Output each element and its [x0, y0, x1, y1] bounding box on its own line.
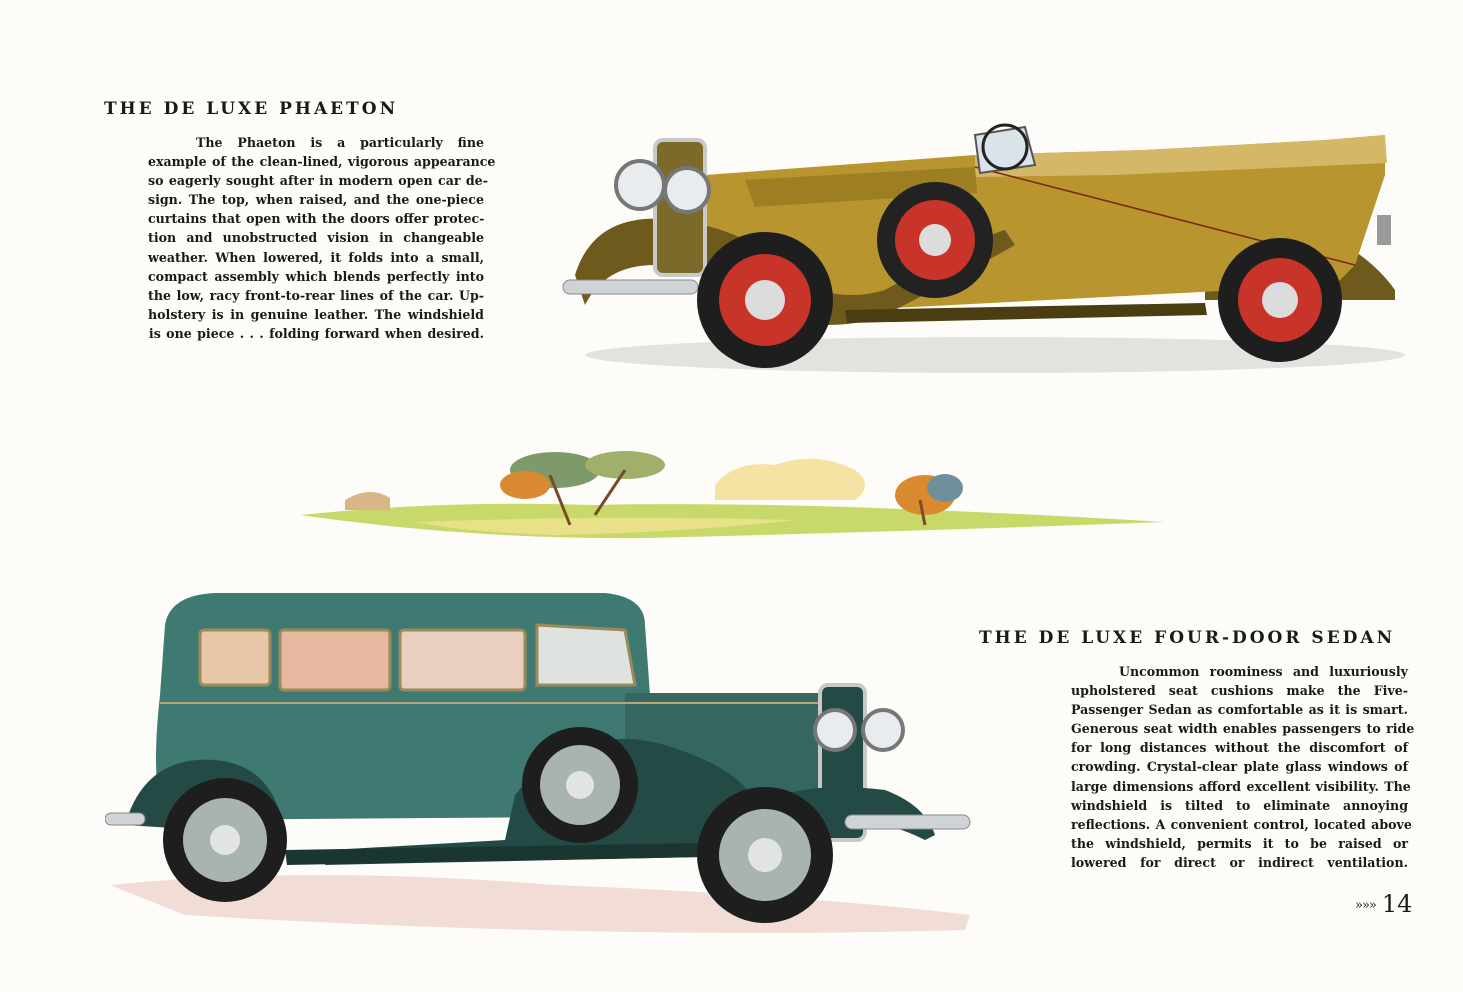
- sedan-windshield: [537, 625, 635, 685]
- phaeton-line: is one piece . . . folding forward when desired.: [148, 325, 484, 341]
- sedan-hubcap: [748, 838, 782, 872]
- sedan-window: [200, 630, 270, 685]
- sedan-line: Passenger Sedan as comfortable as it is smart.: [1071, 702, 1408, 718]
- sedan-line: Generous seat width enables passengers to ride: [1071, 721, 1415, 737]
- sedan-headlight: [815, 710, 855, 750]
- page-number: [1355, 890, 1412, 918]
- sedan-line: for long distances without the discomfort of: [1071, 740, 1408, 756]
- phaeton-headlight: [665, 168, 709, 212]
- phaeton-bumper: [563, 280, 698, 294]
- phaeton-line: so eagerly sought after in modern open car de-: [148, 173, 488, 189]
- sedan-headlight: [863, 710, 903, 750]
- sedan-window: [400, 630, 525, 690]
- sedan-line: upholstered seat cushions make the Five-: [1071, 683, 1408, 699]
- sedan-line: large dimensions afford excellent visibility. The: [1071, 778, 1411, 794]
- phaeton-car-illustration: [555, 115, 1415, 380]
- sedan-car-illustration: [105, 585, 980, 940]
- cloud: [715, 459, 865, 500]
- phaeton-line: sign. The top, when raised, and the one-piece: [148, 192, 484, 208]
- phaeton-heading: THE DE LUXE PHAETON: [104, 99, 399, 119]
- sedan-line: crowding. Crystal-clear plate glass windows of: [1071, 759, 1408, 775]
- sedan-window: [280, 630, 390, 690]
- distant-hill: [345, 492, 390, 510]
- phaeton-hubcap: [919, 224, 951, 256]
- sedan-line: the windshield, permits it to be raised or: [1071, 835, 1408, 851]
- sedan-line: Uncommon roominess and luxuriously: [1119, 664, 1408, 679]
- phaeton-hubcap: [1262, 282, 1298, 318]
- sedan-line: windshield is tilted to eliminate annoying: [1071, 797, 1408, 813]
- phaeton-line: example of the clean-lined, vigorous appearance: [148, 154, 496, 170]
- landscape-vignette-illustration: [295, 440, 1170, 545]
- sedan-line: lowered for direct or indirect ventilation.: [1071, 854, 1408, 870]
- sedan-rear-bumper: [105, 813, 145, 825]
- sedan-description: [1071, 662, 1415, 872]
- sedan-line: reflections. A convenient control, located above: [1071, 816, 1412, 832]
- sedan-hubcap: [210, 825, 240, 855]
- phaeton-description: [148, 133, 496, 343]
- phaeton-line: weather. When lowered, it folds into a small,: [148, 249, 484, 265]
- sedan-front-bumper: [845, 815, 970, 829]
- sedan-heading: THE DE LUXE FOUR-DOOR SEDAN: [979, 628, 1396, 648]
- phaeton-line: tion and unobstructed vision in changeable: [148, 230, 484, 246]
- phaeton-line: curtains that open with the doors offer protec-: [148, 211, 485, 227]
- tree-canopy: [585, 451, 665, 479]
- sedan-hubcap: [566, 771, 594, 799]
- page-arrows-icon: »»»: [1355, 898, 1376, 913]
- phaeton-tail-light: [1377, 215, 1391, 245]
- phaeton-hubcap: [745, 280, 785, 320]
- phaeton-line: The Phaeton is a particularly fine: [196, 135, 484, 150]
- phaeton-line: compact assembly which blends perfectly into: [148, 268, 484, 284]
- tree-canopy: [500, 471, 550, 499]
- phaeton-line: holstery is in genuine leather. The windshield: [148, 306, 484, 322]
- phaeton-line: the low, racy front-to-rear lines of the car. Up-: [148, 287, 484, 303]
- page-number-value: 14: [1381, 890, 1413, 918]
- tree-canopy: [927, 474, 963, 502]
- phaeton-headlight: [616, 161, 664, 209]
